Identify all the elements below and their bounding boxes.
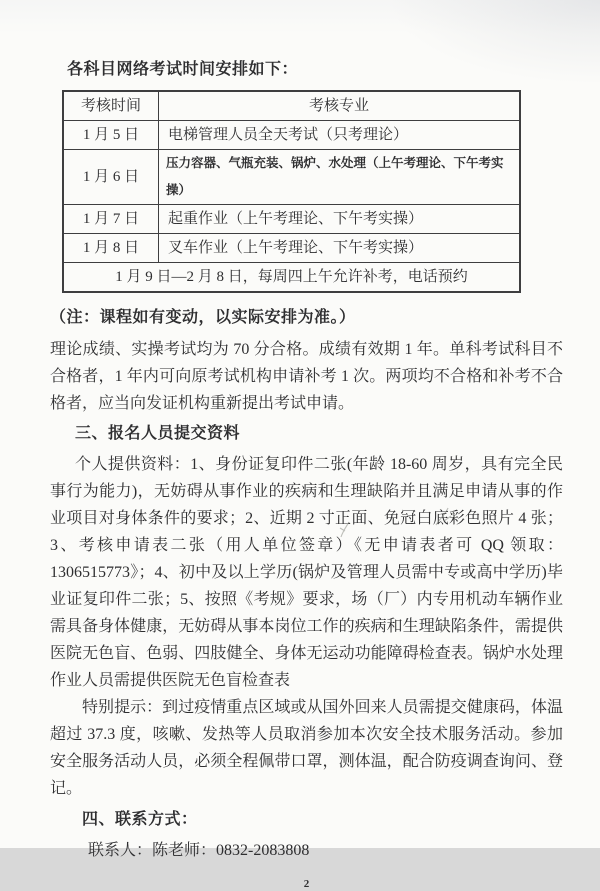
section3-heading: 三、报名人员提交资料 <box>75 425 241 442</box>
section4-heading: 四、联系方式： <box>82 811 198 828</box>
exam-date: 1 月 6 日 <box>63 150 159 205</box>
page-number: 2 <box>303 878 310 890</box>
table-row <box>63 121 520 150</box>
exam-subject: 叉车作业（上午考理论、下午考实操） <box>159 234 521 263</box>
table-footer-row <box>63 263 520 293</box>
table-row <box>63 150 520 205</box>
table-header-row <box>63 91 520 121</box>
exam-subject: 压力容器、气瓶充装、锅炉、水处理（上午考理论、下午考实操） <box>159 150 521 205</box>
makeup-exam-note: 1 月 9 日—2 月 8 日，每周四上午允许补考，电话预约 <box>63 263 520 293</box>
section3-body: 个人提供资料：1、身份证复印件二张(年龄 18-60 周岁，具有完全民事行为能力)，无妨碍从事作业的疾病和生理缺陷并且满足申请从事的作业项目对身体条件的要求；2、近期 2 寸正面、免冠白底彩色照片 4 张；3、考核申请表二张（用人单位签章）《无申请表者可 QQ 领取：1306515773》；4、初中及以上学历(锅炉及管理人员需中专或高中学历)毕业证复印件二张；5、按照《考规》要求，场（厂）内专用机动车辆作业需具备身体健康，无妨碍从事本岗位工作的疾病和生理缺陷条件，需提供医院无色盲、色弱、四肢健全、身体无运动功能障碍检查表。锅炉水处理作业人员需提供医院无色盲检查表 <box>50 456 563 689</box>
special-tip-paragraph: 特别提示：到过疫情重点区域或从国外回来人员需提交健康码，体温超过 37.3 度，咳嗽、发热等人员取消参加本次安全技术服务活动。参加安全服务活动人员，必须全程佩带口罩，测体温，配合防疫调查询问、登记。 <box>50 699 563 797</box>
table-row <box>63 205 520 234</box>
intro-line: 各科目网络考试时间安排如下： <box>67 61 299 78</box>
header-exam-subject: 考核专业 <box>159 91 521 121</box>
results-paragraph: 理论成绩、实操考试均为 70 分合格。成绩有效期 1 年。单科考试科目不合格者，1 年内可向原考试机构申请补考 1 次。两项均不合格和补考不合格者，应当向发证机构重新提出考试申请。 <box>50 341 563 412</box>
exam-subject: 电梯管理人员全天考试（只考理论） <box>159 121 521 150</box>
exam-date: 1 月 7 日 <box>63 205 159 234</box>
table-row <box>63 234 520 263</box>
contact-line: 联系人：陈老师：0832-2083808 <box>88 842 310 859</box>
exam-date: 1 月 8 日 <box>63 234 159 263</box>
header-exam-time: 考核时间 <box>63 91 159 121</box>
exam-subject: 起重作业（上午考理论、下午考实操） <box>159 205 521 234</box>
schedule-change-note: （注：课程如有变动，以实际安排为准。） <box>50 309 356 326</box>
exam-date: 1 月 5 日 <box>63 121 159 150</box>
exam-schedule-table <box>62 90 521 293</box>
